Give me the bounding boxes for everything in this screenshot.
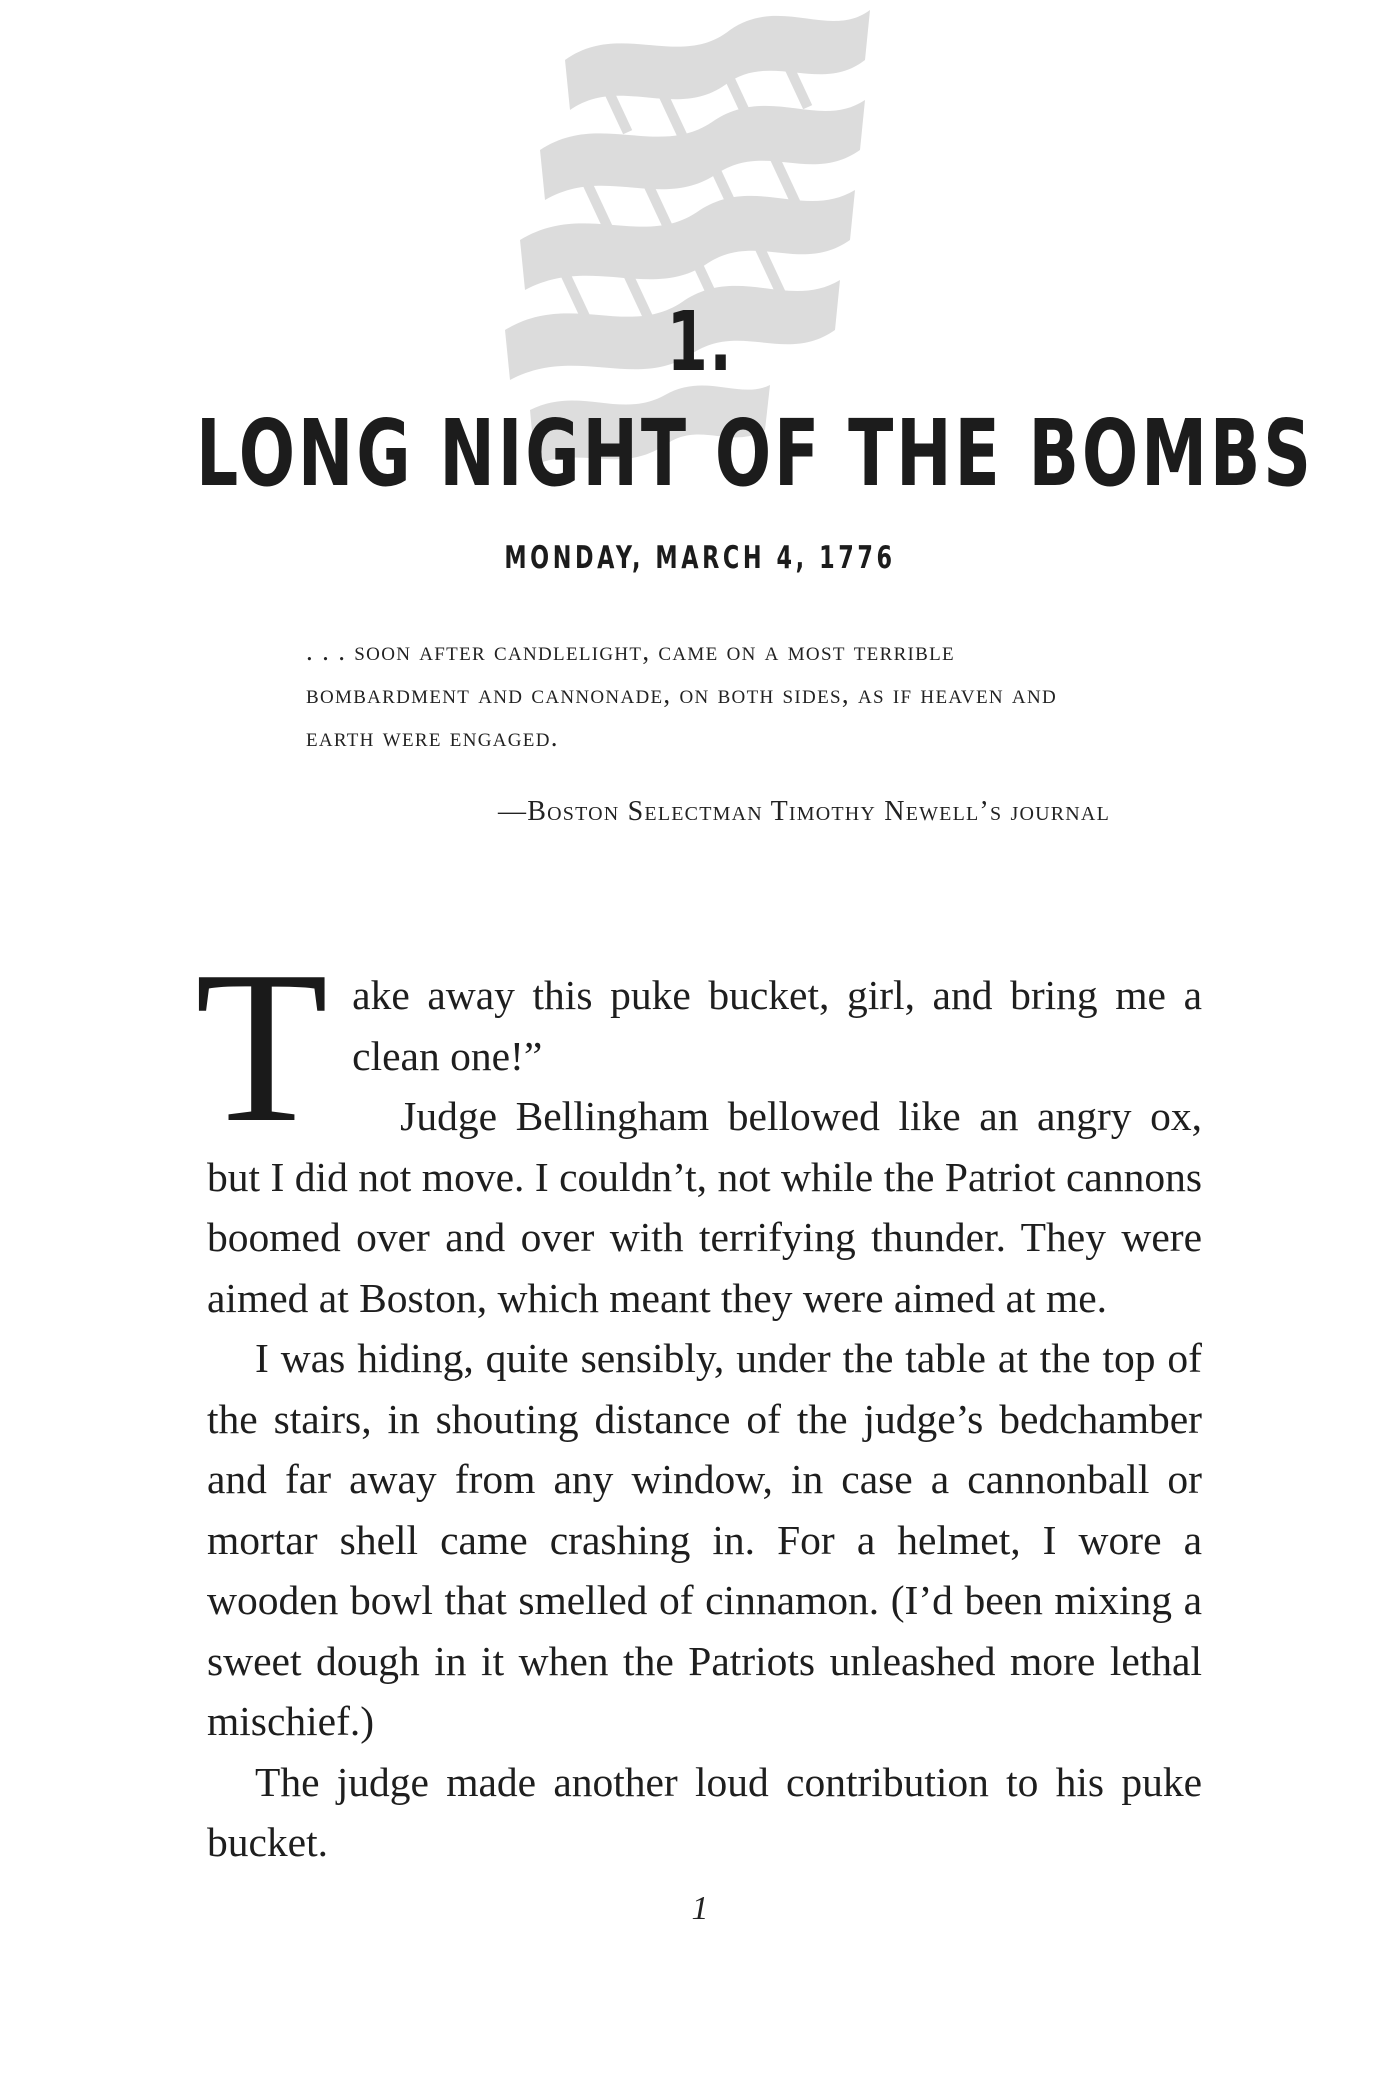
chapter-date: MONDAY, MARCH 4, 1776 [504,540,896,576]
paragraph-2-text: Judge Bellingham bellowed like an angry ox, but I did not move. I couldn’t, not while the Patriot cannons boomed over and over with terrifying thunder. They were aimed at Boston, which meant they were aimed at me. [207,1093,1202,1321]
epigraph-quote: . . . soon after candlelight, came on a most terrible bombardment and cannonade, on both sides, as if heaven and earth were engaged. [306,636,1057,752]
page-number: 1 [691,1890,709,1927]
drop-cap: T [195,927,329,1168]
paragraph-1 [195,927,1202,1168]
body-text [195,927,1202,1873]
paragraph-1-text: ake away this puke bucket, girl, and bring me a clean one!” [352,972,1202,1079]
paragraph-2 [207,1086,1202,1328]
paragraph-3: I was hiding, quite sensibly, under the table at the top of the stairs, in shouting distance of the judge’s bedchamber and far away from any window, in case a cannonball or mortar shell came crashing in. For a helmet, I wore a wooden bowl that smelled of cinnamon. (I’d been mixing a sweet dough in it when the Patriots unleashed more lethal mischief.) [207,1335,1202,1744]
chapter-title: LONG NIGHT OF THE BOMBS [195,400,1314,507]
paragraph-4: The judge made another loud contribution to his puke bucket. [207,1758,1202,1865]
chapter-number: 1. [666,295,734,390]
epigraph-attribution: —Boston Selectman Timothy Newell’s journal [498,796,1110,827]
